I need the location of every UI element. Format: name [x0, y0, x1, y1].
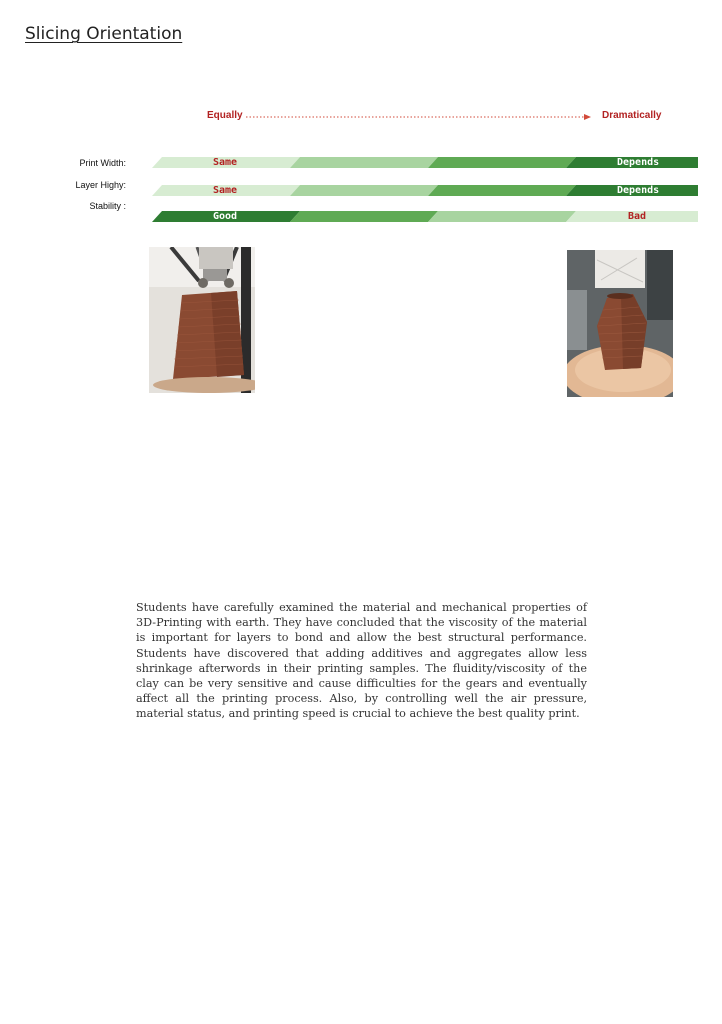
printed-clay-tower-photo: [149, 247, 255, 393]
scale-right-label: Dramatically: [602, 110, 662, 121]
row-label-print-width: Print Width:: [79, 158, 126, 168]
row-label-stability: Stability :: [89, 201, 126, 211]
stability-segment-2: [290, 211, 438, 222]
stability-end-value: Bad: [628, 211, 647, 222]
print-width-segment-3: [428, 157, 576, 168]
stability-start-value: Good: [213, 211, 238, 222]
layer-height-segment-3: [428, 185, 576, 196]
layer-height-end-value: Depends: [617, 185, 660, 196]
stability-segment-3: [428, 211, 576, 222]
description-paragraph: Students have carefully examined the material and mechanical properties of 3D-Printing with earth. They have concluded that the viscosity of the material is important for layers to bond and allow the best structural performance. Students have discovered that adding additives and aggregates allow less shrinkage afterwords in their printing samples. The fluidity/viscosity of the clay can be very sensitive and cause difficulties for the gears and eventually affect all the printing process. Also, by controlling well the air pressure, material status, and printing speed is crucial to achieve the best quality print.: [136, 601, 587, 721]
page-title: Slicing Orientation: [25, 24, 183, 44]
printed-clay-vase-photo: [567, 250, 673, 397]
layer-height-start-value: Same: [213, 185, 238, 196]
print-width-end-value: Depends: [617, 157, 660, 168]
print-width-segment-2: [290, 157, 438, 168]
scale-arrow: [246, 112, 591, 122]
row-label-layer-height: Layer Highy:: [75, 180, 126, 190]
print-width-start-value: Same: [213, 157, 238, 168]
scale-left-label: Equally: [207, 110, 243, 121]
layer-height-segment-2: [290, 185, 438, 196]
